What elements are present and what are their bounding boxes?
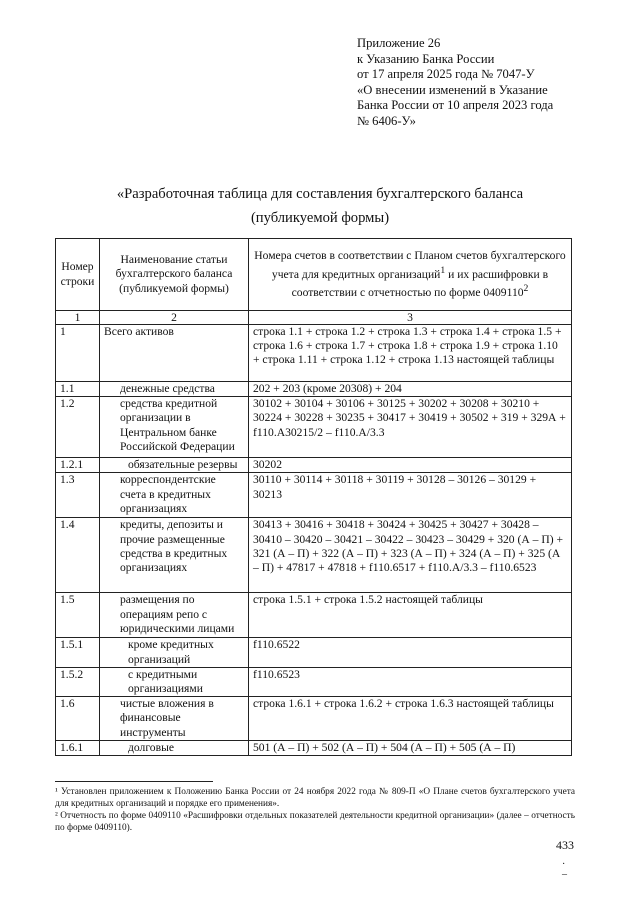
row-name: с кредитными организациями <box>100 667 249 696</box>
row-name: средства кредитной организации в Центральном банке Российской Федерации <box>100 397 249 458</box>
row-number: 1.4 <box>56 518 100 593</box>
row-number: 1.3 <box>56 473 100 518</box>
header-line: от 17 апреля 2025 года № 7047-У <box>357 67 535 82</box>
table-row <box>56 397 572 458</box>
footnote-divider <box>55 781 213 782</box>
row-accounts: строка 1.6.1 + строка 1.6.2 + строка 1.6.3 настоящей таблицы <box>249 697 572 741</box>
row-number: 1.5.1 <box>56 638 100 667</box>
column-number: 1 <box>56 311 100 325</box>
header-accounts-text: Номера счетов в соответствии с Планом счетов бухгалтерского учета для кредитных организаций <box>254 249 566 281</box>
document-subtitle: (публикуемой формы) <box>250 210 390 226</box>
header-line: «О внесении изменений в Указание <box>357 82 548 97</box>
row-number: 1.5.2 <box>56 667 100 696</box>
row-number: 1.1 <box>56 382 100 397</box>
row-accounts: f110.6523 <box>249 667 572 696</box>
row-name: кроме кредитных организаций <box>100 638 249 667</box>
footnote-1: ¹ Установлен приложением к Положению Банка России от 24 ноября 2022 года № 809-П «О Плане счетов бухгалтерского учета для кредитных организаций и порядке его применения». <box>55 787 575 809</box>
row-name: корреспондентские счета в кредитных организациях <box>100 473 249 518</box>
table-row <box>56 667 572 696</box>
footnotes <box>55 786 575 834</box>
row-name: Всего активов <box>100 325 249 382</box>
row-name: кредиты, депозиты и прочие размещенные средства в кредитных организациях <box>100 518 249 593</box>
row-name: обязательные резервы <box>100 458 249 473</box>
header-line: к Указанию Банка России <box>357 51 495 66</box>
header-line: Приложение 26 <box>357 36 441 50</box>
appendix-header <box>357 36 607 130</box>
footnote-ref: 2 <box>523 282 529 294</box>
column-number: 2 <box>100 311 249 325</box>
row-number: 1.6.1 <box>56 741 100 756</box>
table-row <box>56 518 572 593</box>
row-accounts: строка 1.5.1 + строка 1.5.2 настоящей таблицы <box>249 593 572 638</box>
row-name: размещения по операциям репо с юридическими лицами <box>100 593 249 638</box>
table-row <box>56 325 572 382</box>
row-number: 1 <box>56 325 100 382</box>
header-row-number: Номер строки <box>56 239 100 311</box>
row-accounts: f110.6522 <box>249 638 572 667</box>
document-title: «Разработочная таблица для составления бухгалтерского баланса <box>116 186 524 202</box>
table-row <box>56 382 572 397</box>
row-accounts: 202 + 203 (кроме 20308) + 204 <box>249 382 572 397</box>
footnote-ref: 1 <box>440 264 446 276</box>
balance-table <box>55 238 572 756</box>
header-line: Банка России от 10 апреля 2023 года <box>357 98 554 113</box>
scan-mark: · – <box>562 859 567 880</box>
row-number: 1.2.1 <box>56 458 100 473</box>
row-number: 1.2 <box>56 397 100 458</box>
header-accounts <box>249 239 572 311</box>
row-accounts: строка 1.1 + строка 1.2 + строка 1.3 + строка 1.4 + строка 1.5 + строка 1.6 + строка 1.7 + строка 1.8 + строка 1.9 + строка 1.10 + строка 1.11 + строка 1.12 + строка 1.13 настоящей таблицы <box>249 325 572 382</box>
column-number: 3 <box>249 311 572 325</box>
table-row <box>56 741 572 756</box>
column-number-row <box>56 311 572 325</box>
header-line: № 6406-У» <box>357 113 416 128</box>
row-accounts: 30102 + 30104 + 30106 + 30125 + 30202 + 30208 + 30210 + 30224 + 30228 + 30235 + 30417 + 30419 + 30502 + 319 + 329А + f110.A30215/2 – f110.A/3.3 <box>249 397 572 458</box>
row-name: чистые вложения в финансовые инструменты <box>100 697 249 741</box>
row-accounts: 30202 <box>249 458 572 473</box>
header-item-name: Наименование статьи бухгалтерского баланса (публикуемой формы) <box>100 239 249 311</box>
page-number: 433 <box>556 838 574 852</box>
table-row <box>56 593 572 638</box>
table-row <box>56 473 572 518</box>
table-row <box>56 458 572 473</box>
table-row <box>56 697 572 741</box>
row-number: 1.6 <box>56 697 100 741</box>
row-name: денежные средства <box>100 382 249 397</box>
row-number: 1.5 <box>56 593 100 638</box>
row-name: долговые <box>100 741 249 756</box>
header-accounts-text-2: и их расшифровки в соответствии с отчетностью по форме 0409110 <box>291 267 549 299</box>
row-accounts: 30110 + 30114 + 30118 + 30119 + 30128 – 30126 – 30129 + 30213 <box>249 473 572 518</box>
footnote-2: ² Отчетность по форме 0409110 «Расшифровки отдельных показателей деятельности кредитной организации» (далее – отчетность по форме 0409110). <box>55 811 575 833</box>
row-accounts: 501 (А – П) + 502 (А – П) + 504 (А – П) + 505 (А – П) <box>249 741 572 756</box>
table-header-row <box>56 239 572 311</box>
table-row <box>56 638 572 667</box>
row-accounts: 30413 + 30416 + 30418 + 30424 + 30425 + 30427 + 30428 – 30410 – 30420 – 30421 – 30422 – 30423 – 30429 + 320 (А – П) + 321 (А – П) + 322 (А – П) + 323 (А – П) + 324 (А – П) + 325 (А – П) + 47817 + 47818 + f110.6517 + f110.A/3.3 – f110.6523 <box>249 518 572 593</box>
